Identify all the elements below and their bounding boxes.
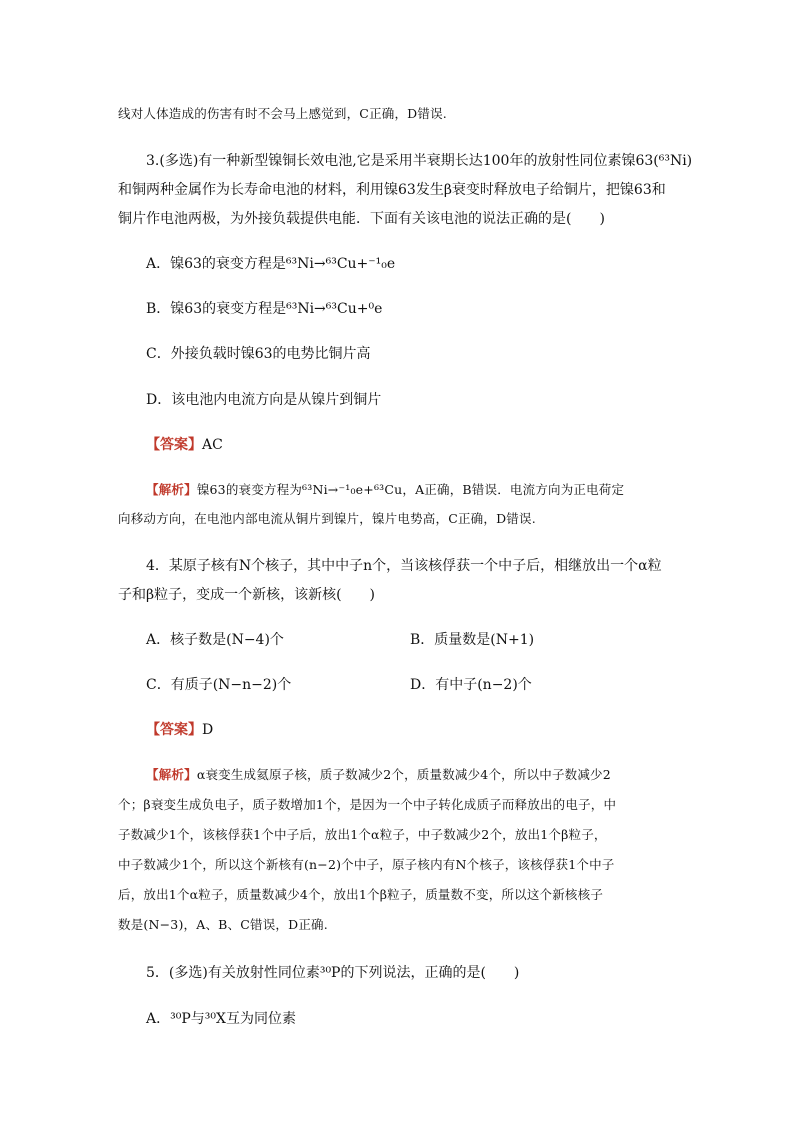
q4-stem-line2: 子和β粒子，变成一个新核，该新核( ) bbox=[118, 587, 376, 603]
analysis-text: 镍63的衰变方程为⁶³Ni→⁻¹₀e+⁶³Cu，A正确，B错误．电流方向为正电荷定 bbox=[196, 482, 625, 497]
analysis-tag: 【解析】 bbox=[146, 767, 197, 782]
q3-option-c: C．外接负载时镍63的电势比铜片高 bbox=[146, 346, 371, 362]
q4-stem-line1: 4．某原子核有N个核子，其中中子n个，当该核俘获一个中子后，相继放出一个α粒 bbox=[146, 558, 662, 574]
q4-analysis-line4: 中子数减少1个，所以这个新核有(n−2)个中子，原子核内有N个核子，该核俘获1个中子 bbox=[118, 857, 615, 872]
q3-analysis-line2: 向移动方向，在电池内部电流从铜片到镍片，镍片电势高，C正确，D错误. bbox=[118, 511, 536, 526]
answer-value: AC bbox=[202, 437, 223, 453]
q3-stem-line2: 和铜两种金属作为长寿命电池的材料，利用镍63发生β衰变时释放电子给铜片，把镍63和 bbox=[118, 182, 666, 198]
q3-option-d: D．该电池内电流方向是从镍片到铜片 bbox=[146, 392, 382, 408]
q3-option-b: B．镍63的衰变方程是⁶³Ni→⁶³Cu+⁰e bbox=[146, 301, 383, 317]
q3-option-a: A．镍63的衰变方程是⁶³Ni→⁶³Cu+⁻¹₀e bbox=[146, 256, 396, 272]
q3-stem-line3: 铜片作电池两极，为外接负载提供电能．下面有关该电池的说法正确的是( ) bbox=[118, 211, 605, 227]
q5-stem-line1: 5．(多选)有关放射性同位素³⁰P的下列说法，正确的是( ) bbox=[146, 965, 520, 981]
analysis-tag: 【解析】 bbox=[146, 482, 197, 497]
q3-answer bbox=[146, 434, 223, 454]
q4-analysis-line6: 数是(N−3)，A、B、C错误，D正确. bbox=[118, 917, 328, 932]
analysis-text: α衰变生成氦原子核，质子数减少2个，质量数减少4个，所以中子数减少2 bbox=[196, 767, 611, 782]
answer-value: D bbox=[202, 722, 214, 738]
answer-tag: 【答案】 bbox=[146, 722, 202, 738]
q5-option-a: A．³⁰P与³⁰X互为同位素 bbox=[146, 1011, 296, 1027]
q3-analysis-line1 bbox=[146, 480, 624, 498]
answer-tag: 【答案】 bbox=[146, 437, 202, 453]
q4-analysis-line5: 后，放出1个α粒子，质量数减少4个，放出1个β粒子，质量数不变，所以这个新核核子 bbox=[118, 887, 604, 902]
q4-analysis-line2: 个；β衰变生成负电子，质子数增加1个，是因为一个中子转化成质子而释放出的电子，中 bbox=[118, 797, 617, 812]
q4-answer bbox=[146, 719, 213, 739]
q4-option-c: C．有质子(N−n−2)个 bbox=[146, 677, 292, 693]
continuation-line: 线对人体造成的伤害有时不会马上感觉到，C正确，D错误. bbox=[118, 106, 447, 121]
q4-option-a: A．核子数是(N−4)个 bbox=[146, 632, 284, 648]
q4-option-b: B．质量数是(N+1) bbox=[410, 632, 535, 648]
q4-analysis-line3: 子数减少1个，该核俘获1个中子后，放出1个α粒子，中子数减少2个，放出1个β粒子， bbox=[118, 827, 607, 842]
q4-analysis-line1 bbox=[146, 765, 611, 783]
q3-stem-line1: 3.(多选)有一种新型镍铜长效电池,它是采用半衰期长达100年的放射性同位素镍63(⁶³Ni) bbox=[146, 153, 693, 169]
q4-option-d: D．有中子(n−2)个 bbox=[410, 677, 532, 693]
